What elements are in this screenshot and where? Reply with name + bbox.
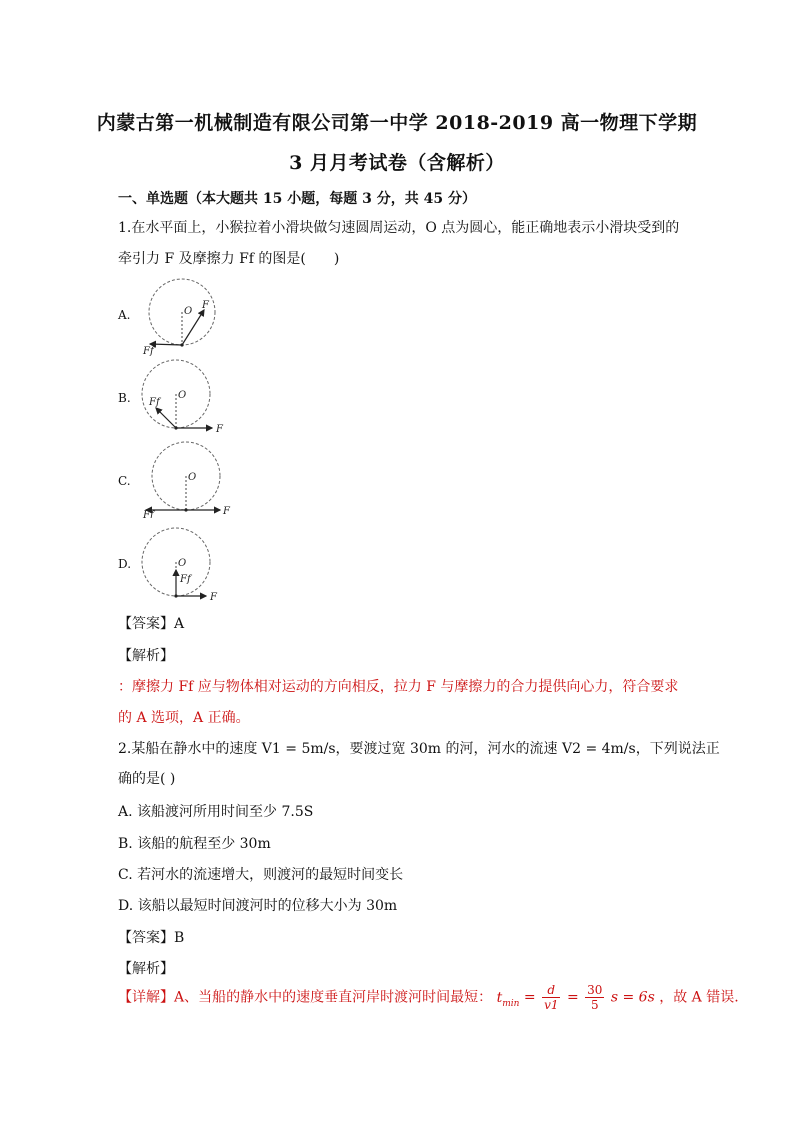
doc-title-line2: 3 月月考试卷（含解析） — [289, 152, 505, 174]
fraction-30-over-5: $\frac{30}{5}$ — [587, 983, 603, 1012]
q2-option-c: C. 若河水的流速增大，则渡河的最短时间变长 — [118, 867, 404, 883]
q1-stem-line2: 牵引力 F 及摩擦力 Ff 的图是( ) — [118, 251, 340, 267]
label-f: F — [223, 506, 230, 517]
q1-option-a-diagram — [140, 278, 250, 362]
q2-detail-pre: 【详解】A、当船的静水中的速度垂直河岸时渡河时间最短： — [118, 989, 493, 1006]
label-o: O — [178, 390, 187, 401]
label-o: O — [178, 558, 187, 569]
q1-analysis-line2: 的 A 选项，A 正确。 — [118, 710, 250, 726]
section-heading: 一、单选题（本大题共 15 小题，每题 3 分，共 45 分） — [118, 191, 476, 207]
label-f: F — [216, 424, 223, 435]
label-o: O — [184, 306, 193, 317]
q1-option-a-letter: A. — [118, 308, 131, 322]
label-ff: Ff — [180, 574, 191, 585]
label-ff: Ff — [149, 397, 160, 408]
q2-answer: 【答案】B — [118, 930, 185, 946]
q2-detail-post: ，故 A 错误. — [659, 989, 739, 1006]
q1-option-c-letter: C. — [118, 474, 131, 488]
label-ff: Ff — [143, 510, 154, 518]
q1-analysis-line1: ：摩擦力 Ff 应与物体相对运动的方向相反，拉力 F 与摩擦力的合力提供向心力，符合要求 — [118, 679, 679, 695]
q1-option-d-letter: D. — [118, 557, 132, 571]
q2-option-b: B. 该船的航程至少 30m — [118, 836, 271, 852]
q2-option-a: A. 该船渡河所用时间至少 7.5S — [118, 804, 314, 820]
q1-option-b-letter: B. — [118, 391, 131, 405]
q1-option-b-diagram — [140, 358, 250, 442]
fraction-d-over-v1: $\frac{d}{v1}$ — [544, 983, 559, 1012]
q1-answer: 【答案】A — [118, 616, 185, 632]
label-o: O — [188, 472, 197, 483]
q2-stem-line1: 2.某船在静水中的速度 V1 = 5m/s，要渡过宽 30m 的河，河水的流速 V2 = 4m/s，下列说法正 — [118, 741, 720, 757]
tmin-symbol: $t_{min}$ — [496, 989, 520, 1009]
label-f: F — [202, 300, 209, 311]
q2-analysis-heading: 【解析】 — [118, 961, 174, 977]
equals-sign: = — [566, 989, 579, 1006]
time-result: s = 6s — [610, 989, 655, 1006]
q2-stem-line2: 确的是( ) — [118, 771, 176, 787]
doc-title-line1: 内蒙古第一机械制造有限公司第一中学 2018-2019 高一物理下学期 — [96, 112, 698, 134]
equals-sign: = — [523, 989, 536, 1006]
q2-option-d: D. 该船以最短时间渡河时的位移大小为 30m — [118, 898, 398, 914]
q1-stem-line1: 1.在水平面上，小猴拉着小滑块做匀速圆周运动，O 点为圆心，能正确地表示小滑块受到的 — [118, 220, 680, 236]
q2-detail-line — [118, 983, 739, 1012]
q1-option-d-diagram — [140, 526, 250, 610]
label-f: F — [210, 592, 217, 603]
q1-analysis-heading: 【解析】 — [118, 648, 174, 664]
label-ff: Ff — [143, 346, 154, 357]
q1-option-c-diagram — [140, 438, 250, 522]
